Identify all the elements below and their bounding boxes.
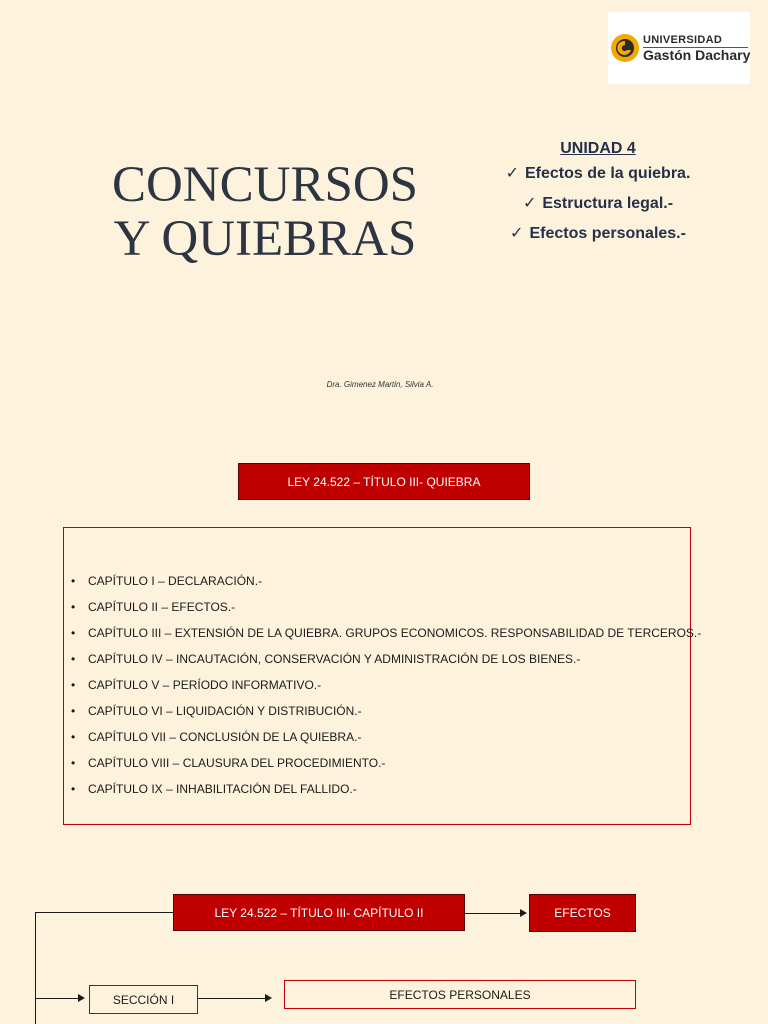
bullet-icon: • — [71, 704, 76, 718]
chapter-label: CAPÍTULO VIII – CLAUSURA DEL PROCEDIMIENTO.- — [88, 756, 386, 770]
unit-heading: UNIDAD 4 — [560, 140, 636, 157]
chapter-label: CAPÍTULO VI – LIQUIDACIÓN Y DISTRIBUCIÓN.- — [88, 704, 362, 718]
logo-line2: Gastón Dachary — [643, 47, 751, 63]
list-item — [71, 724, 701, 750]
chapter-label: CAPÍTULO VII – CONCLUSIÓN DE LA QUIEBRA.- — [88, 730, 362, 744]
diagram-vertical-line — [35, 912, 36, 1024]
arrow-right-icon — [265, 994, 272, 1002]
bullet-icon: • — [71, 678, 76, 692]
chapters-box — [63, 527, 702, 825]
chapters-list — [71, 568, 701, 802]
section-box: SECCIÓN I — [89, 985, 198, 1014]
diagram-connector-line — [35, 912, 173, 913]
author-credit: Dra. Gimenez Martin, Silvia A. — [326, 380, 434, 389]
chapter-label: CAPÍTULO II – EFECTOS.- — [88, 600, 236, 614]
page-title — [100, 158, 430, 266]
unit-item-label: Estructura legal.- — [542, 195, 674, 212]
checkmark-icon: ✓ — [505, 165, 519, 182]
bullet-icon: • — [71, 782, 76, 796]
list-item — [71, 672, 701, 698]
unit-item-label: Efectos de la quiebra. — [525, 165, 691, 182]
logo-line1: UNIVERSIDAD — [643, 34, 723, 46]
list-item — [71, 568, 701, 594]
unit-block — [488, 140, 708, 254]
list-item — [71, 646, 701, 672]
checkmark-icon: ✓ — [510, 225, 524, 242]
chapter-label: CAPÍTULO III – EXTENSIÓN DE LA QUIEBRA. GRUPOS ECONOMICOS. RESPONSABILIDAD DE TERCEROS.- — [88, 626, 702, 640]
university-logo-icon — [608, 32, 642, 66]
arrow-right-icon — [520, 909, 527, 917]
unit-item — [488, 224, 708, 244]
list-item — [71, 698, 701, 724]
arrow-line — [198, 998, 266, 999]
personal-effects-box: EFECTOS PERSONALES — [284, 980, 636, 1009]
unit-item — [488, 164, 708, 184]
unit-item-label: Efectos personales.- — [529, 225, 686, 242]
list-item — [71, 776, 701, 802]
bullet-icon: • — [71, 600, 76, 614]
bullet-icon: • — [71, 626, 76, 640]
list-item — [71, 750, 701, 776]
title-line1: CONCURSOS — [111, 157, 419, 213]
chapter-header: LEY 24.522 – TÍTULO III- CAPÍTULO II — [173, 894, 465, 931]
efectos-box: EFECTOS — [529, 894, 636, 932]
chapter-label: CAPÍTULO IV – INCAUTACIÓN, CONSERVACIÓN Y ADMINISTRACIÓN DE LOS BIENES.- — [88, 652, 581, 666]
unit-item — [488, 194, 708, 214]
bullet-icon: • — [71, 652, 76, 666]
bullet-icon: • — [71, 574, 76, 588]
list-item — [71, 620, 701, 646]
bullet-icon: • — [71, 756, 76, 770]
checkmark-icon: ✓ — [522, 195, 537, 212]
arrow-line — [35, 998, 80, 999]
bullet-icon: • — [71, 730, 76, 744]
title-line2: Y QUIEBRAS — [113, 211, 417, 267]
chapter-label: CAPÍTULO V – PERÍODO INFORMATIVO.- — [88, 678, 322, 692]
arrow-line — [465, 913, 522, 914]
chapter-label: CAPÍTULO I – DECLARACIÓN.- — [88, 574, 263, 588]
arrow-right-icon — [78, 994, 85, 1002]
list-item — [71, 594, 701, 620]
chapter-label: CAPÍTULO IX – INHABILITACIÓN DEL FALLIDO.- — [88, 782, 357, 796]
university-logo — [608, 12, 750, 84]
law-title-header: LEY 24.522 – TÍTULO III- QUIEBRA — [238, 463, 530, 500]
